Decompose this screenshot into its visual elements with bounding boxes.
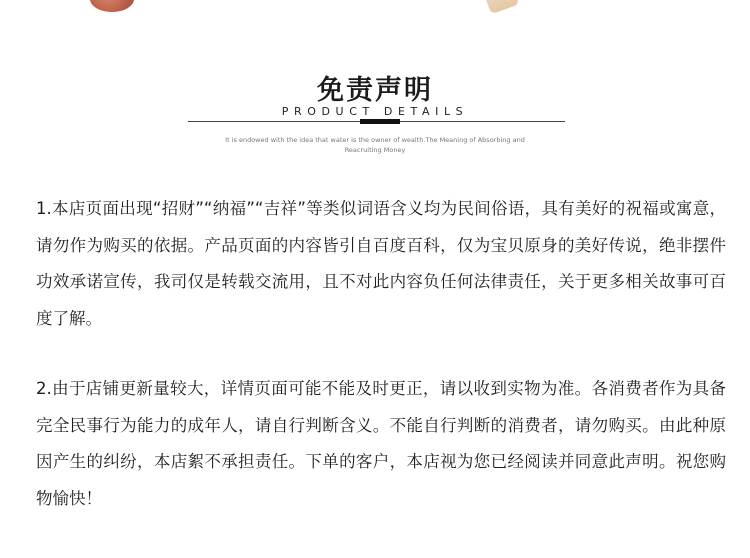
top-product-image-strip <box>0 0 750 14</box>
product-image-fragment-right <box>482 0 519 14</box>
disclaimer-paragraph-2: 2.由于店铺更新量较大，详情页面可能不能及时更正，请以收到实物为准。各消费者作为具备完全民事行为能力的成年人，请自行判断含义。不能自行判断的消费者，请勿购买。由此种原因产生的纠纷，本店絮不承担责任。下单的客户，本店视为您已经阅读并同意此声明。祝您购物愉快！ <box>36 379 726 508</box>
divider-accent <box>360 119 400 124</box>
disclaimer-paragraph-1: 1.本店页面出现“招财”“纳福”“吉祥”等类似词语含义均为民间俗语，具有美好的祝福或寓意，请勿作为购买的依据。产品页面的内容皆引自百度百科，仅为宝贝原身的美好传说，绝非摆件功效承诺宣传，我司仅是转载交流用，且不对此内容负任何法律责任，关于更多相关故事可百度了解。 <box>36 199 726 328</box>
page-subtitle: PRODUCT DETAILS <box>281 105 469 118</box>
tagline: It is endowed with the idea that water is the owner of wealth.The Meaning of Absorbing and Reacruiting Money <box>225 136 525 154</box>
product-image-fragment-left <box>90 0 134 12</box>
page-title: 免责声明 <box>317 75 433 106</box>
